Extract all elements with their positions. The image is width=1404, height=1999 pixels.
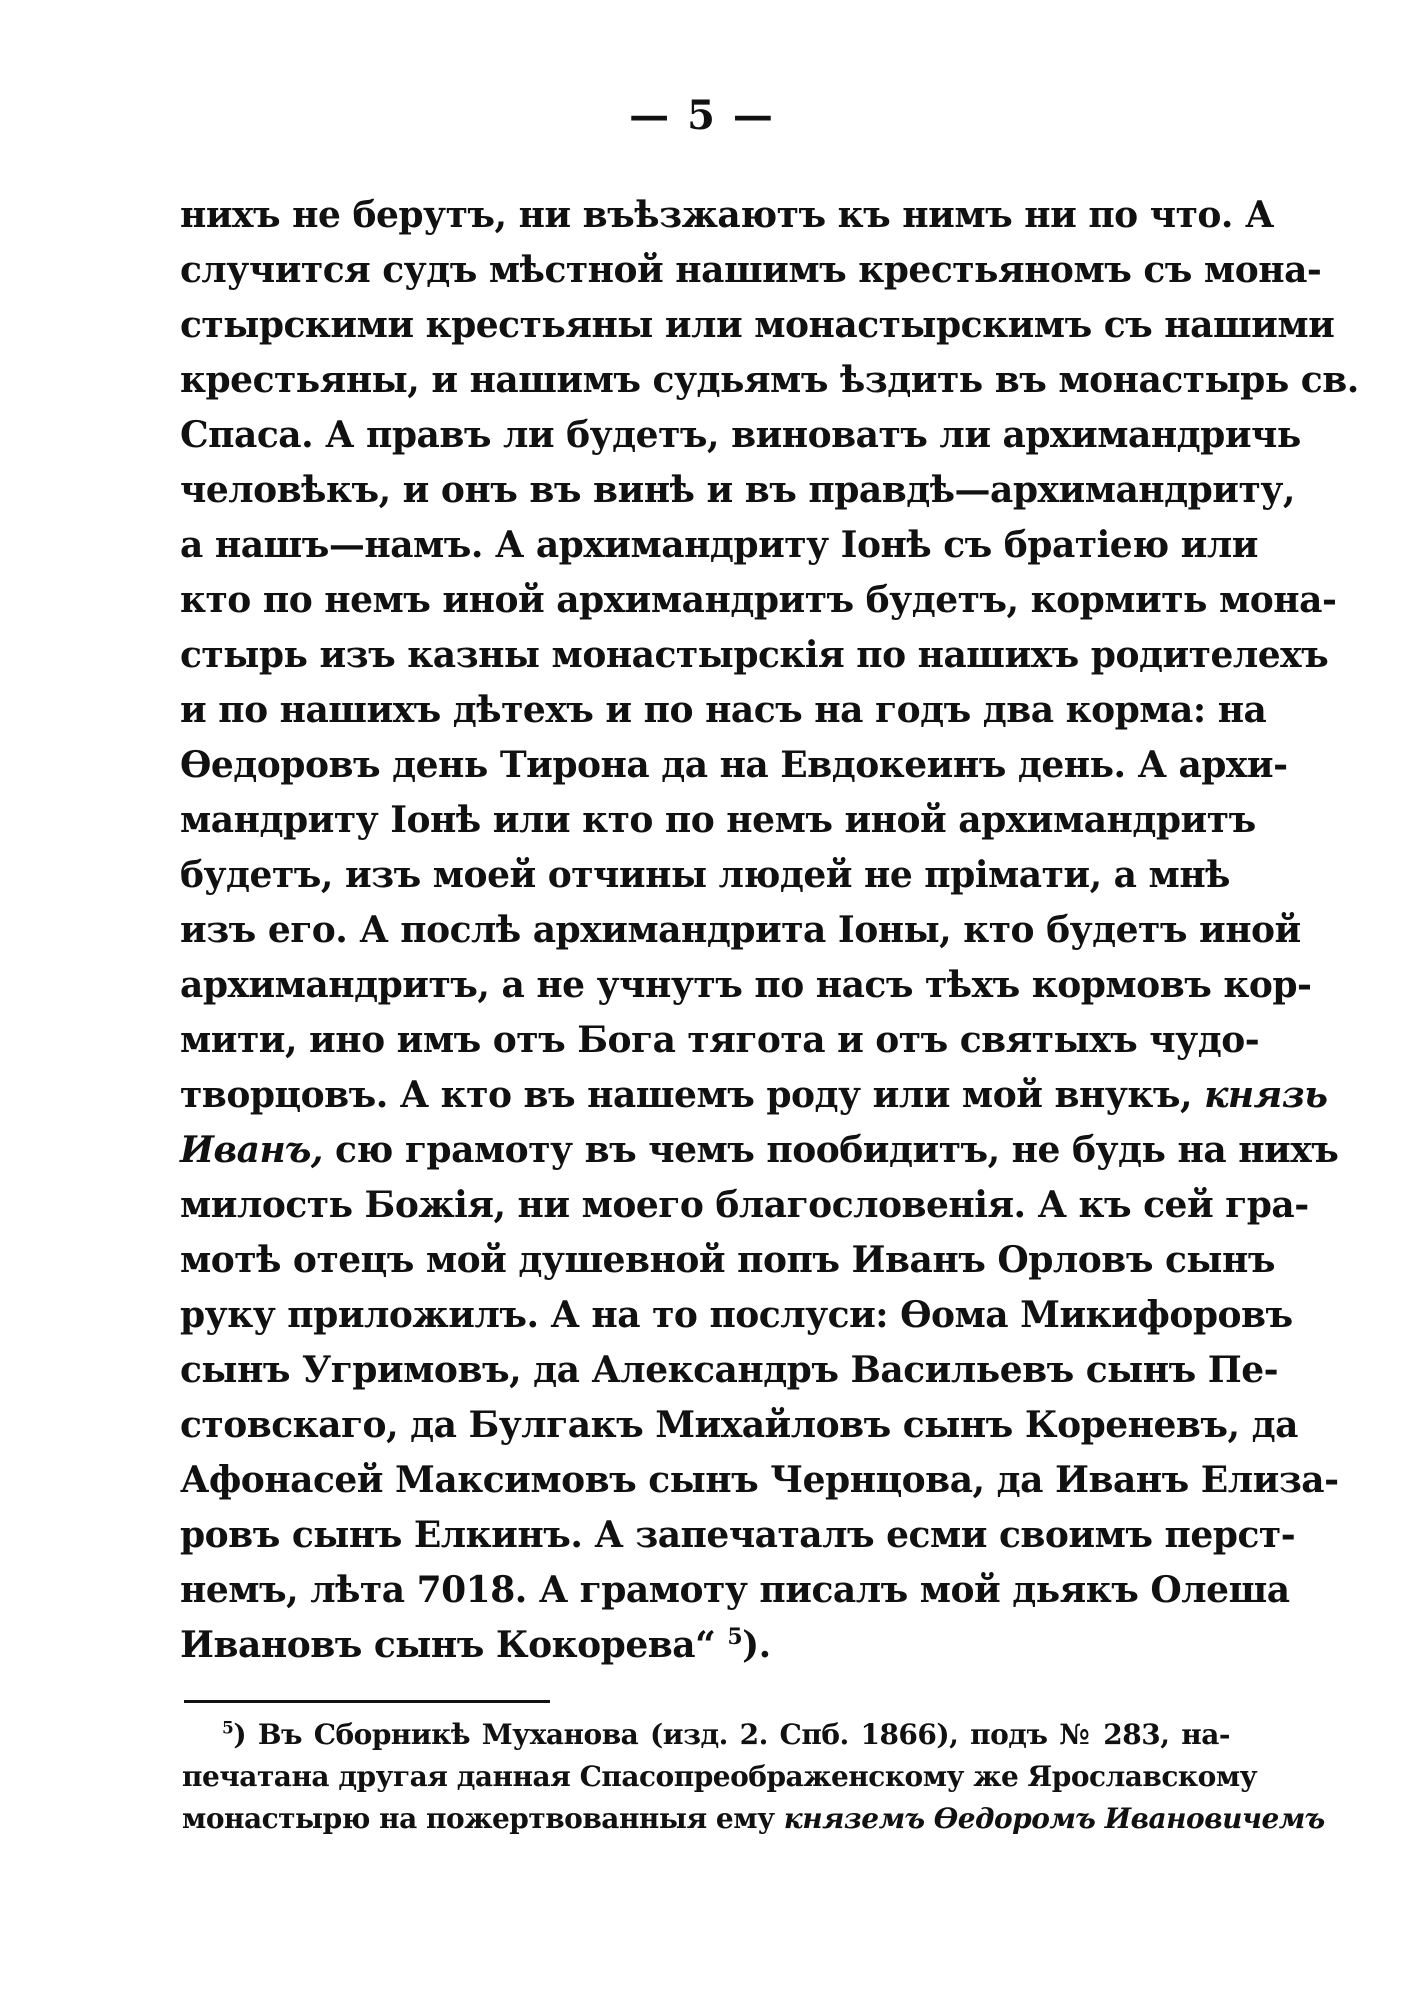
text-segment: ). [742, 1624, 771, 1666]
text-line: стовскаго, да Булгакъ Михайловъ сынъ Кореневъ, да [180, 1404, 1298, 1446]
text-line: мити, ино имъ отъ Бога тягота и отъ святыхъ чудо- [180, 1019, 1260, 1061]
footnote-reference: 5 [727, 1624, 743, 1650]
main-text [180, 188, 1359, 1673]
text-segment: монастырю на пожертвованныя ему [182, 1802, 775, 1835]
text-line [180, 1068, 1328, 1123]
text-segment: ) Въ Сборникѣ Муханова (изд. 2. Спб. 1866), подъ № 283, на- [233, 1718, 1230, 1751]
text-line: и по нашихъ дѣтехъ и по насъ на годъ два корма: на [180, 689, 1267, 731]
text-line: Афонасей Максимовъ сынъ Чернцова, да Иванъ Елиза- [180, 1459, 1339, 1501]
text-line: а нашъ—намъ. А архимандриту Іонѣ съ братіею или [180, 524, 1258, 566]
italic-name: княземъ Ѳедоромъ Ивановичемъ [783, 1802, 1325, 1835]
page-number: — 5 — [629, 92, 775, 139]
text-line: крестьяны, и нашимъ судьямъ ѣздить въ монастырь св. [180, 359, 1359, 401]
text-line: нихъ не берутъ, ни въѣзжаютъ къ нимъ ни по что. А [180, 194, 1274, 236]
text-line: немъ, лѣта 7018. А грамоту писалъ мой дьякъ Олеша [180, 1569, 1290, 1611]
footnote-marker: 5 [222, 1718, 234, 1739]
text-line: будетъ, изъ моей отчины людей не прімати, а мнѣ [180, 854, 1230, 896]
italic-name: Иванъ, [180, 1129, 323, 1171]
footnote-line: печатана другая данная Спасопреображенскому же Ярославскому [182, 1760, 1258, 1793]
text-line [180, 1123, 1339, 1178]
text-line: изъ его. А послѣ архимандрита Іоны, кто будетъ иной [180, 909, 1301, 951]
footnote-line [182, 1798, 1325, 1840]
text-line: случится судъ мѣстной нашимъ крестьяномъ съ мона- [180, 249, 1322, 291]
text-line: Ѳедоровъ день Тирона да на Евдокеинъ день. А архи- [180, 744, 1288, 786]
italic-name: князь [1204, 1074, 1328, 1116]
text-line: ровъ сынъ Елкинъ. А запечаталъ есми своимъ перст- [180, 1514, 1296, 1556]
footnote-line [182, 1714, 1230, 1756]
text-line: Спаса. А правъ ли будетъ, виноватъ ли архимандричь [180, 414, 1301, 456]
footnote-divider [184, 1700, 550, 1703]
footnote [182, 1714, 1325, 1840]
text-segment: Ивановъ сынъ Кокорева“ [180, 1624, 716, 1666]
text-line: стырскими крестьяны или монастырскимъ съ нашими [180, 304, 1335, 346]
text-line: кто по немъ иной архимандритъ будетъ, кормить мона- [180, 579, 1337, 621]
text-line: мотѣ отецъ мой душевной попъ Иванъ Орловъ сынъ [180, 1239, 1275, 1281]
text-segment: сю грамоту въ чемъ пообидитъ, не будь на нихъ [334, 1129, 1339, 1171]
text-line: руку приложилъ. А на то послуси: Ѳома Микифоровъ [180, 1294, 1293, 1336]
text-line: милость Божія, ни моего благословенія. А къ сей гра- [180, 1184, 1309, 1226]
text-segment: творцовъ. А кто въ нашемъ роду или мой внукъ, [180, 1074, 1193, 1116]
text-line [180, 1618, 1230, 1673]
text-line: сынъ Угримовъ, да Александръ Васильевъ сынъ Пе- [180, 1349, 1279, 1391]
text-line: мандриту Іонѣ или кто по немъ иной архимандритъ [180, 799, 1256, 841]
text-line: человѣкъ, и онъ въ винѣ и въ правдѣ—архимандриту, [180, 469, 1295, 511]
text-line: стырь изъ казны монастырскія по нашихъ родителехъ [180, 634, 1329, 676]
text-line: архимандритъ, а не учнутъ по насъ тѣхъ кормовъ кор- [180, 964, 1312, 1006]
